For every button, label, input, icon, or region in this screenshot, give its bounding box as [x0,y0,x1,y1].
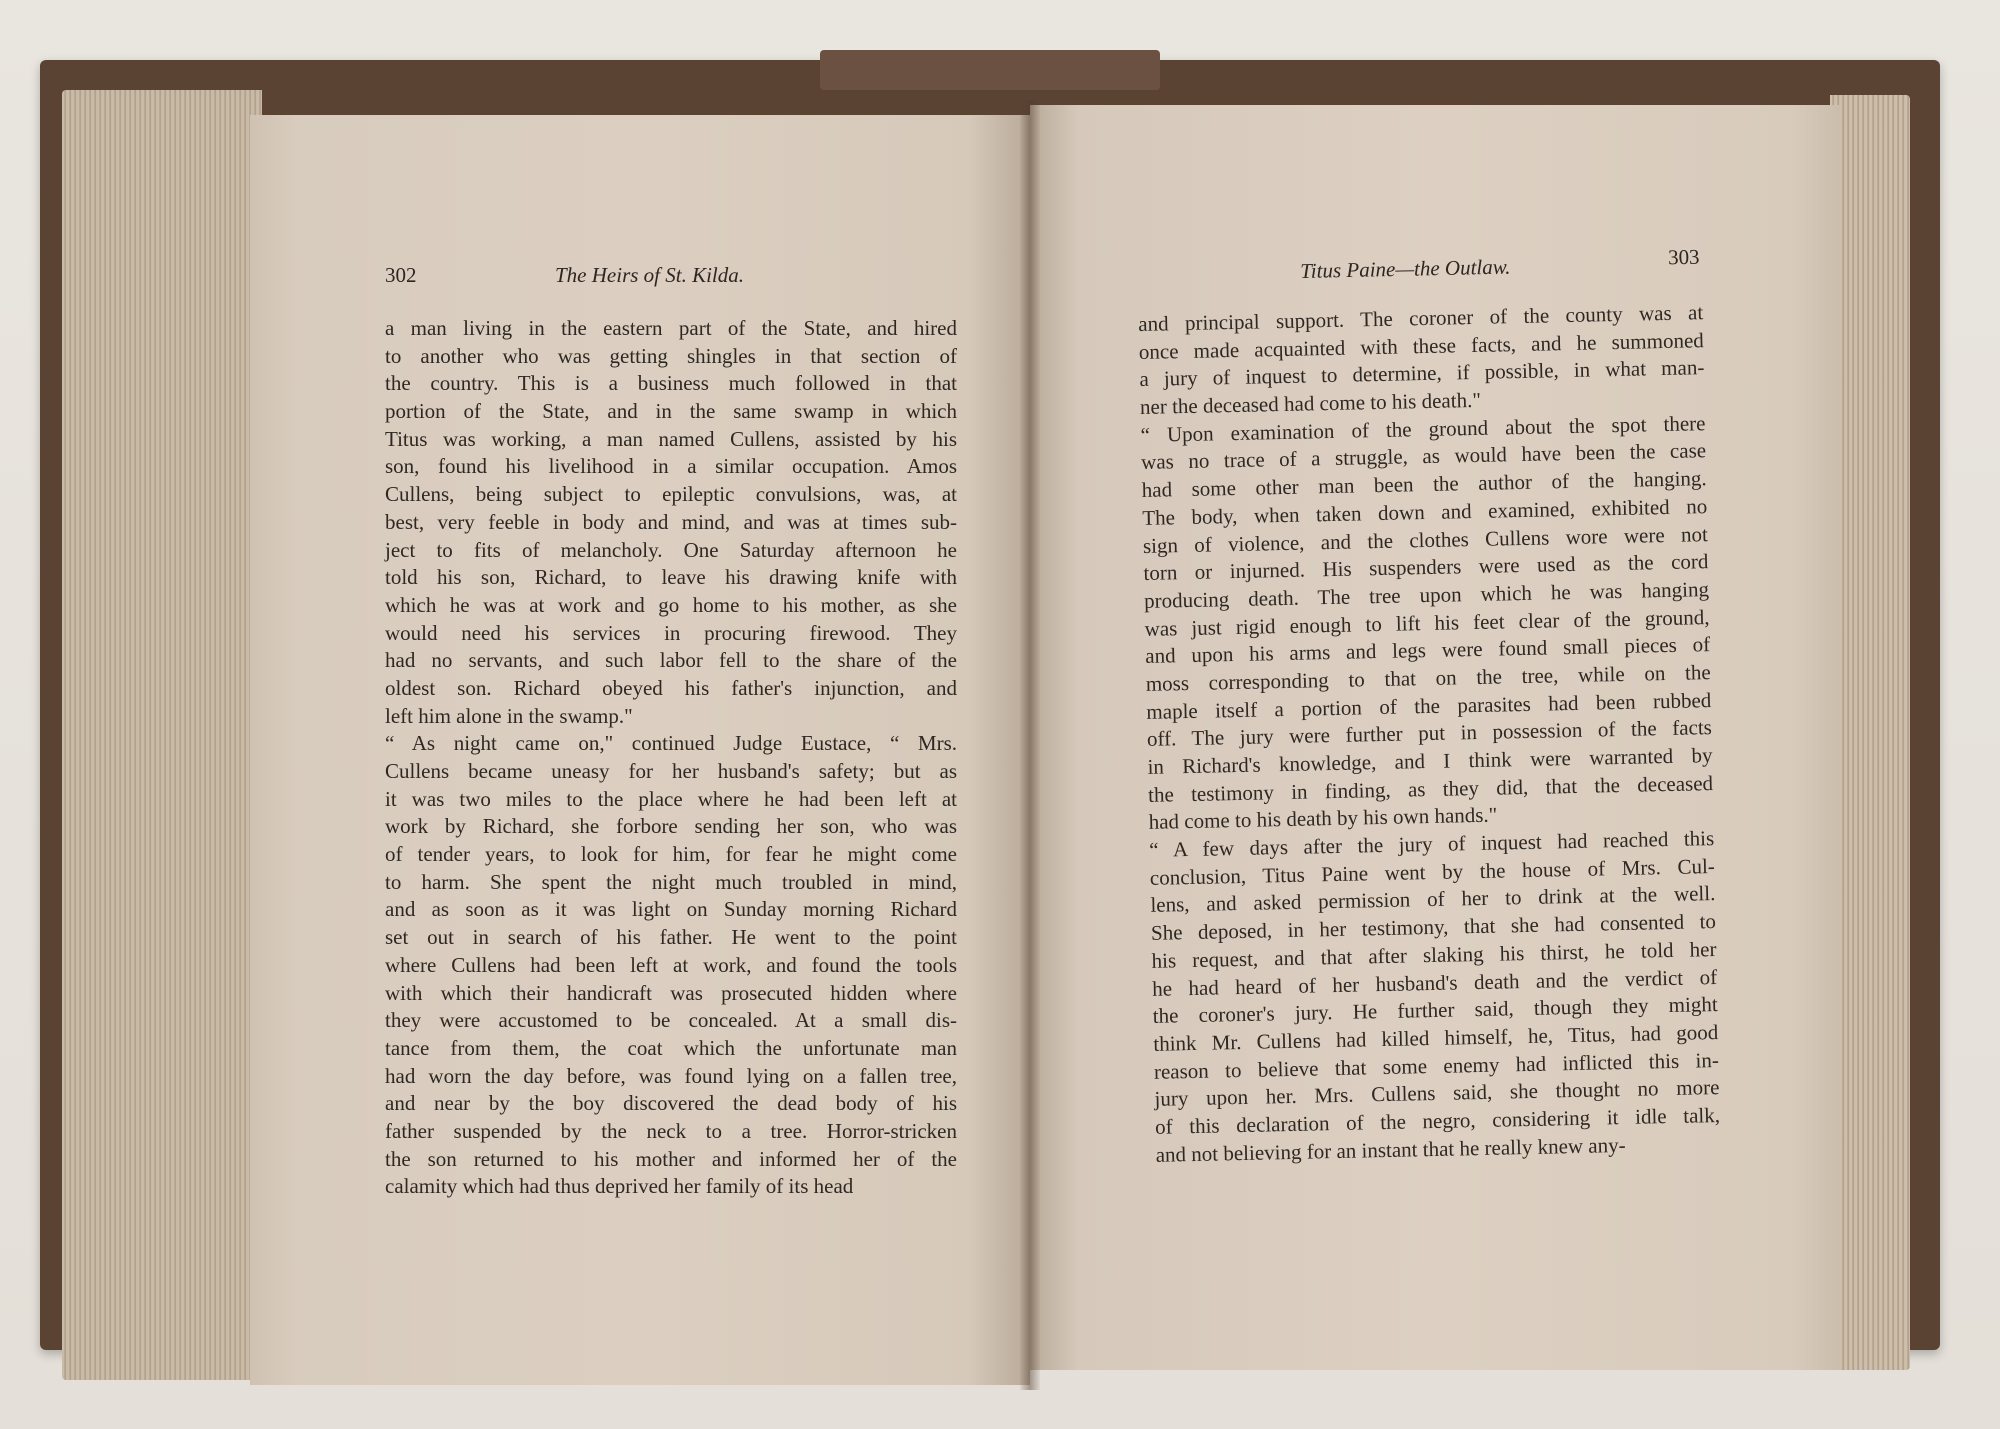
text-line: calamity which had thus deprived her family of its head [385,1174,854,1199]
book-gutter [1020,100,1040,1390]
text-line: told his son, Richard, to leave his drawing knife with [385,565,957,590]
text-line: ner the deceased had come to his death." [1139,387,1482,420]
book-spine [820,50,1160,90]
text-line: and upon his arms and legs were found small pieces of [1144,632,1711,669]
text-line: a man living in the eastern part of the State, and hired [385,316,957,340]
text-line: left him alone in the swamp." [385,703,633,728]
text-line: producing death. The tree upon which he was hanging [1143,576,1710,613]
text-line: to another who was getting shingles in that section of [385,343,957,368]
text-line: a jury of inquest to determine, if possible, in what man- [1139,355,1705,392]
text-line: it was two miles to the place where he had been left at [385,786,957,811]
text-line: to harm. She spent the night much troubled in mind, [385,869,957,894]
text-line: Cullens, being subject to epileptic convulsions, was, at [385,482,957,507]
text-line: “ Upon examination of the ground about the spot there [1140,410,1706,447]
text-line: was no trace of a struggle, as would have been the case [1140,438,1707,475]
text-line: son, found his livelihood in a similar occupation. Amos [385,454,957,479]
text-line: lens, and asked permission of her to drink at the well. [1150,881,1716,918]
text-line: set out in search of his father. He went to the point [385,925,957,950]
text-line: had come to his death by his own hands." [1148,802,1498,835]
text-line: tance from them, the coat which the unfortunate man [385,1035,957,1060]
text-line: which he was at work and go home to his mother, as she [385,592,957,617]
text-line: the testimony in finding, as they did, that the deceased [1147,770,1714,807]
page-edges-right [1830,95,1910,1370]
text-line: once made acquainted with these facts, and he summoned [1138,327,1704,364]
text-line: reason to believe that some enemy had inflicted this in- [1153,1047,1720,1084]
text-line: father suspended by the neck to a tree. Horror-stricken [385,1118,957,1143]
text-line: his request, and that after slaking his thirst, he told her [1151,936,1717,973]
text-line: was just rigid enough to lift his feet clear of the ground, [1144,604,1710,641]
text-line: off. The jury were further put in possession of the facts [1146,715,1713,752]
text-line: where Cullens had been left at work, and found the tools [385,952,957,977]
text-line: portion of the State, and in the same swamp in which [385,399,957,424]
left-page-text [385,315,957,1201]
text-line: maple itself a portion of the parasites had been rubbed [1146,687,1712,724]
right-page-text [1138,299,1721,1169]
text-line: torn or injurned. His suspenders were used as the cord [1143,549,1709,586]
text-line: they were accustomed to be concealed. At a small dis- [385,1008,957,1033]
text-line: The body, when taken down and examined, exhibited no [1142,493,1708,530]
page-edges-left [62,90,262,1380]
right-page-number: 303 [1667,244,1700,270]
text-line: Cullens became uneasy for her husband's safety; but as [385,759,957,783]
text-line: oldest son. Richard obeyed his father's injunction, and [385,675,957,700]
text-line: She deposed, in her testimony, that she had consented to [1150,909,1717,945]
text-line: the son returned to his mother and informed her of the [385,1146,957,1171]
text-line: the country. This is a business much followed in that [385,371,957,396]
text-line: of tender years, to look for him, for fear he might come [385,842,957,867]
text-line: and near by the boy discovered the dead body of his [385,1091,957,1116]
left-page-number: 302 [385,263,417,287]
text-line: in Richard's knowledge, and I think were warranted by [1147,743,1713,779]
text-line: had worn the day before, was found lying on a fallen tree, [385,1063,957,1088]
text-line: and not believing for an instant that he really knew any- [1155,1132,1626,1167]
text-line: the coroner's jury. He further said, though they might [1152,992,1718,1029]
text-line: Titus was working, a man named Cullens, assisted by his [385,426,957,451]
left-running-title: The Heirs of St. Kilda. [555,263,745,287]
right-running-title: Titus Paine—the Outlaw. [1300,254,1511,283]
text-line: best, very feeble in body and mind, and was at times sub- [385,509,957,534]
text-line: ject to fits of melancholy. One Saturday afternoon he [385,537,957,562]
text-line: had some other man been the author of the hanging. [1141,466,1707,503]
text-line: and principal support. The coroner of the county was at [1138,300,1704,336]
text-line: conclusion, Titus Paine went by the house of Mrs. Cul- [1149,853,1715,890]
text-line: think Mr. Cullens had killed himself, he, Titus, had good [1153,1019,1719,1056]
text-line: of this declaration of the negro, considering it idle talk, [1154,1102,1721,1139]
text-line: jury upon her. Mrs. Cullens said, she thought no more [1154,1075,1720,1112]
text-line: with which their handicraft was prosecuted hidden where [385,980,957,1005]
text-line: would need his services in procuring firewood. They [385,620,957,645]
text-line: sign of violence, and the clothes Cullens wore were not [1142,521,1709,558]
text-line: he had heard of her husband's death and the verdict of [1151,964,1718,1001]
text-line: “ As night came on," continued Judge Eustace, “ Mrs. [385,731,957,756]
text-line: work by Richard, she forbore sending her son, who was [385,814,957,839]
text-line: “ A few days after the jury of inquest had reached this [1149,826,1715,862]
text-line: and as soon as it was light on Sunday morning Richard [385,897,957,922]
text-line: moss corresponding to that on the tree, while on the [1145,660,1711,696]
text-line: had no servants, and such labor fell to the share of the [385,648,957,673]
